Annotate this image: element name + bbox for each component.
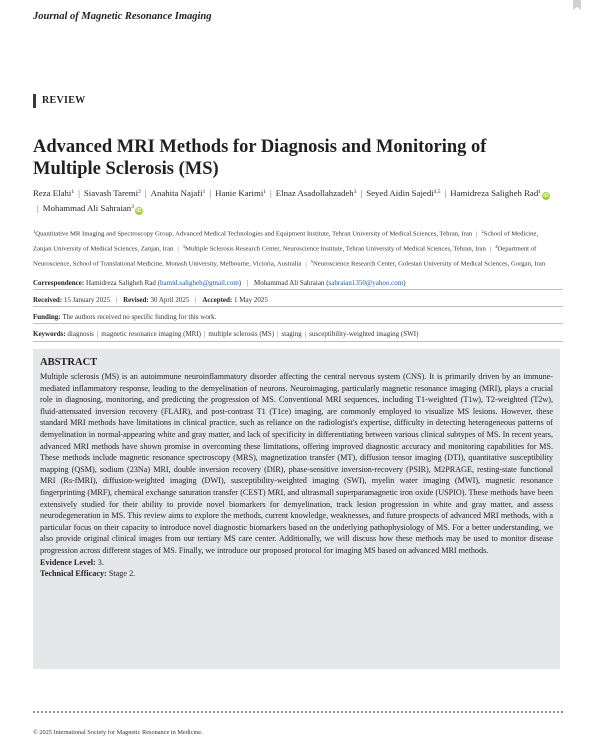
keyword-separator: |: [304, 330, 307, 338]
author-name[interactable]: Anahita Najafi$^1$: [150, 188, 206, 198]
affiliation-text: Neuroscience Research Center, Golestan University of Medical Sciences, Gorgan, Iran: [312, 260, 546, 268]
keyword: staging: [281, 330, 302, 338]
funding-text: The authors received no specific funding for this work.: [62, 313, 217, 321]
author-separator: |: [144, 188, 147, 198]
evidence-value: 3.: [97, 557, 104, 567]
keyword-separator: |: [204, 330, 206, 338]
author-name[interactable]: Hanie Karimi$^1$: [215, 188, 267, 198]
author-affiliation-sup: 3: [353, 189, 357, 195]
author-separator: |: [37, 202, 39, 213]
affiliation-sup: 5: [310, 259, 313, 264]
author-affiliation-sup: 1: [263, 189, 267, 195]
author-separator: |: [360, 188, 363, 198]
efficacy-label: Technical Efficacy:: [40, 568, 107, 578]
keyword: diagnosis: [67, 330, 94, 338]
evidence-level: [40, 557, 553, 568]
divider: [33, 306, 563, 307]
keyword-separator: |: [277, 330, 279, 338]
author-affiliation-sup: 3: [131, 203, 134, 210]
keyword-separator: |: [96, 330, 99, 338]
keyword: magnetic resonance imaging (MRI): [101, 330, 201, 338]
divider: [33, 341, 563, 342]
evidence-label: Evidence Level:: [40, 557, 96, 567]
author-name[interactable]: Elnaz Asadollahzadeh$^3$: [275, 188, 357, 198]
section-label: REVIEW: [33, 94, 85, 108]
author-separator: |: [209, 188, 212, 198]
corner-mark-icon: [571, 0, 583, 12]
affiliation-text: Department of Neuroscience, School of Translational Medicine, Monash University, Melbourne, Victoria, Australia: [33, 245, 537, 268]
accepted-date: 1 May 2025: [234, 296, 268, 304]
orcid-icon[interactable]: iD: [136, 207, 142, 214]
author-name[interactable]: Siavash Taremi$^2$: [83, 188, 141, 198]
keyword: multiple sclerosis (MS): [208, 330, 275, 338]
author-name[interactable]: Hamidreza Saligheh Rad$^1$iD: [450, 188, 549, 199]
author-name[interactable]: Reza Elahi$^1$: [33, 188, 75, 198]
revised-date: 30 April 2025: [150, 296, 190, 304]
affiliation-sup: 1: [33, 229, 36, 234]
author-affiliation-sup: 4,5: [433, 189, 441, 195]
email-link-1[interactable]: hamid.saligheh@gmail.com: [160, 279, 239, 287]
affiliation-text: School of Medicine, Zanjan University of Medical Sciences, Zanjan, Iran: [33, 230, 539, 253]
accepted-label: Accepted:: [202, 296, 233, 304]
correspondence-name-1: Hamidreza Saligheh Rad: [85, 279, 156, 287]
abstract-heading: ABSTRACT: [40, 357, 98, 368]
article-title: Advanced MRI Methods for Diagnosis and Monitoring of Multiple Sclerosis (MS): [33, 137, 487, 179]
author-affiliation-sup: 1: [202, 189, 206, 195]
author-separator: |: [270, 188, 272, 198]
footer-divider: [33, 711, 563, 713]
correspondence-label: Correspondence:: [33, 279, 85, 287]
keywords-list: [67, 330, 418, 338]
affiliation-separator: |: [476, 230, 478, 238]
funding-line: [33, 312, 563, 322]
author-affiliation-sup: 1: [538, 189, 541, 195]
author-separator: |: [444, 188, 447, 198]
received-date: 15 January 2025: [63, 296, 111, 304]
abstract-text: Multiple sclerosis (MS) is an autoimmune neuroinflammatory disorder affecting the central nervous system (CNS). It is primarily driven by an immune-mediated inflammatory response, leading to the demyelination of neurons. Neuroimaging, particularly magnetic resonance imaging (MRI), plays a crucial role in diagnosing, monitoring, and predicting the progression of MS. Conventional MRI sequences, including T1-weighted (T1w), T2-weighted (T2w), fluid-attenuated inversion recovery (FLAIR), and post-contrast T1 (T1ce) imaging, are commonly employed to visualize MS lesions. However, these standard MRI methods have limitations in clinical practice, such as reliance on the radiologist's expertise, difficulty in detecting heterogeneous patterns of demyelination in normal-appearing white and gray matter, and lack of specificity in differentiating between various clinical subtypes of MS. In recent years, advanced MRI methods have shown promise in overcoming these limitations, offering improved diagnostic accuracy and monitoring capabilities for MS. These methods include magnetic resonance spectroscopy (MRS), magnetization transfer (MT), diffusion tensor imaging (DTI), quantitative susceptibility mapping (QSM), sodium (23Na) MRI, double inversion recovery (DIR), phase-sensitive inversion-recovery (PSIR), M2PRAGE, resting-state functional MRI (Rs-fMRI), diffusion-weighted imaging (DWI), susceptibility-weighted imaging (SWI), myelin water imaging (MWI), magnetic resonance fingerprinting (MRF), chemical exchange saturation transfer (CEST) MRI, and ultrasmall superparamagnetic iron oxide (USPIO). These methods have been extensively studied for their ability to provide novel biomarkers for demyelination, track lesion progression in white and gray matter, and assess neurodegeneration in MS. This review aims to explore the methods, current knowledge, weaknesses, and future prospects of advanced MRI methods, with a particular focus on their capacity to introduce novel diagnostic biomarkers based on the underlying pathophysiology of MS. For a better understanding, we also provide original clinical images from our tertiary MS care center. Additionally, we will discuss how these methods may be used to monitor disease progression across different stages of MS. Finally, we introduce our proposed protocol for imaging MS based on advanced MRI methods.: [40, 372, 553, 555]
email-link-2[interactable]: sahraian1350@yahoo.com: [328, 279, 404, 287]
affiliation-sup: 4: [495, 244, 498, 249]
affiliation-text: Multiple Sclerosis Research Center, Neuroscience Institute, Tehran University of Medical Sciences, Tehran, Iran: [184, 245, 486, 253]
received-label: Received:: [33, 296, 63, 304]
orcid-icon[interactable]: iD: [543, 193, 549, 199]
keywords-line: [33, 329, 563, 339]
copyright-footer: © 2025 International Society for Magnetic Resonance in Medicine.: [33, 729, 203, 736]
author-name[interactable]: Mohammad Ali Sahraian$^3$iD: [42, 202, 142, 214]
journal-title: Journal of Magnetic Resonance Imaging: [33, 11, 212, 22]
affiliation-text: Quantitative MR Imaging and Spectroscopy Group, Advanced Medical Technologies and Equipment Institute, Tehran University of Medical Sciences, Tehran, Iran: [35, 230, 473, 238]
affiliation-separator: |: [177, 245, 179, 253]
abstract-box: [33, 349, 560, 669]
affiliation-separator: |: [489, 245, 492, 253]
author-name[interactable]: Seyed Aidin Sajedi$^{4,5}$: [366, 188, 441, 198]
efficacy-value: Stage 2.: [108, 568, 136, 578]
affiliations: [33, 226, 558, 271]
author-list: [33, 186, 558, 215]
author-separator: |: [78, 188, 80, 198]
technical-efficacy: [40, 568, 553, 579]
keywords-label: Keywords:: [33, 330, 66, 338]
divider: [33, 323, 563, 324]
author-affiliation-sup: 2: [138, 189, 141, 195]
affiliation-separator: |: [305, 260, 307, 268]
keyword: susceptibility-weighted imaging (SWI): [309, 330, 419, 338]
author-affiliation-sup: 1: [71, 189, 75, 195]
revised-label: Revised:: [123, 296, 149, 304]
affiliation-sup: 2: [481, 229, 484, 234]
correspondence-line: Correspondence: Hamidreza Saligheh Rad (hamid.saligheh@gmail.com) | Mohammad Ali Sahraian (sahraian1350@yahoo.com): [33, 279, 406, 287]
divider: [33, 289, 563, 290]
affiliation-sup: 3: [182, 244, 185, 249]
funding-label: Funding:: [33, 313, 61, 321]
correspondence-name-2: Mohammad Ali Sahraian: [254, 279, 325, 287]
dates-line: Received: 15 January 2025 | Revised: 30 April 2025 | Accepted: 1 May 2025: [33, 296, 268, 304]
